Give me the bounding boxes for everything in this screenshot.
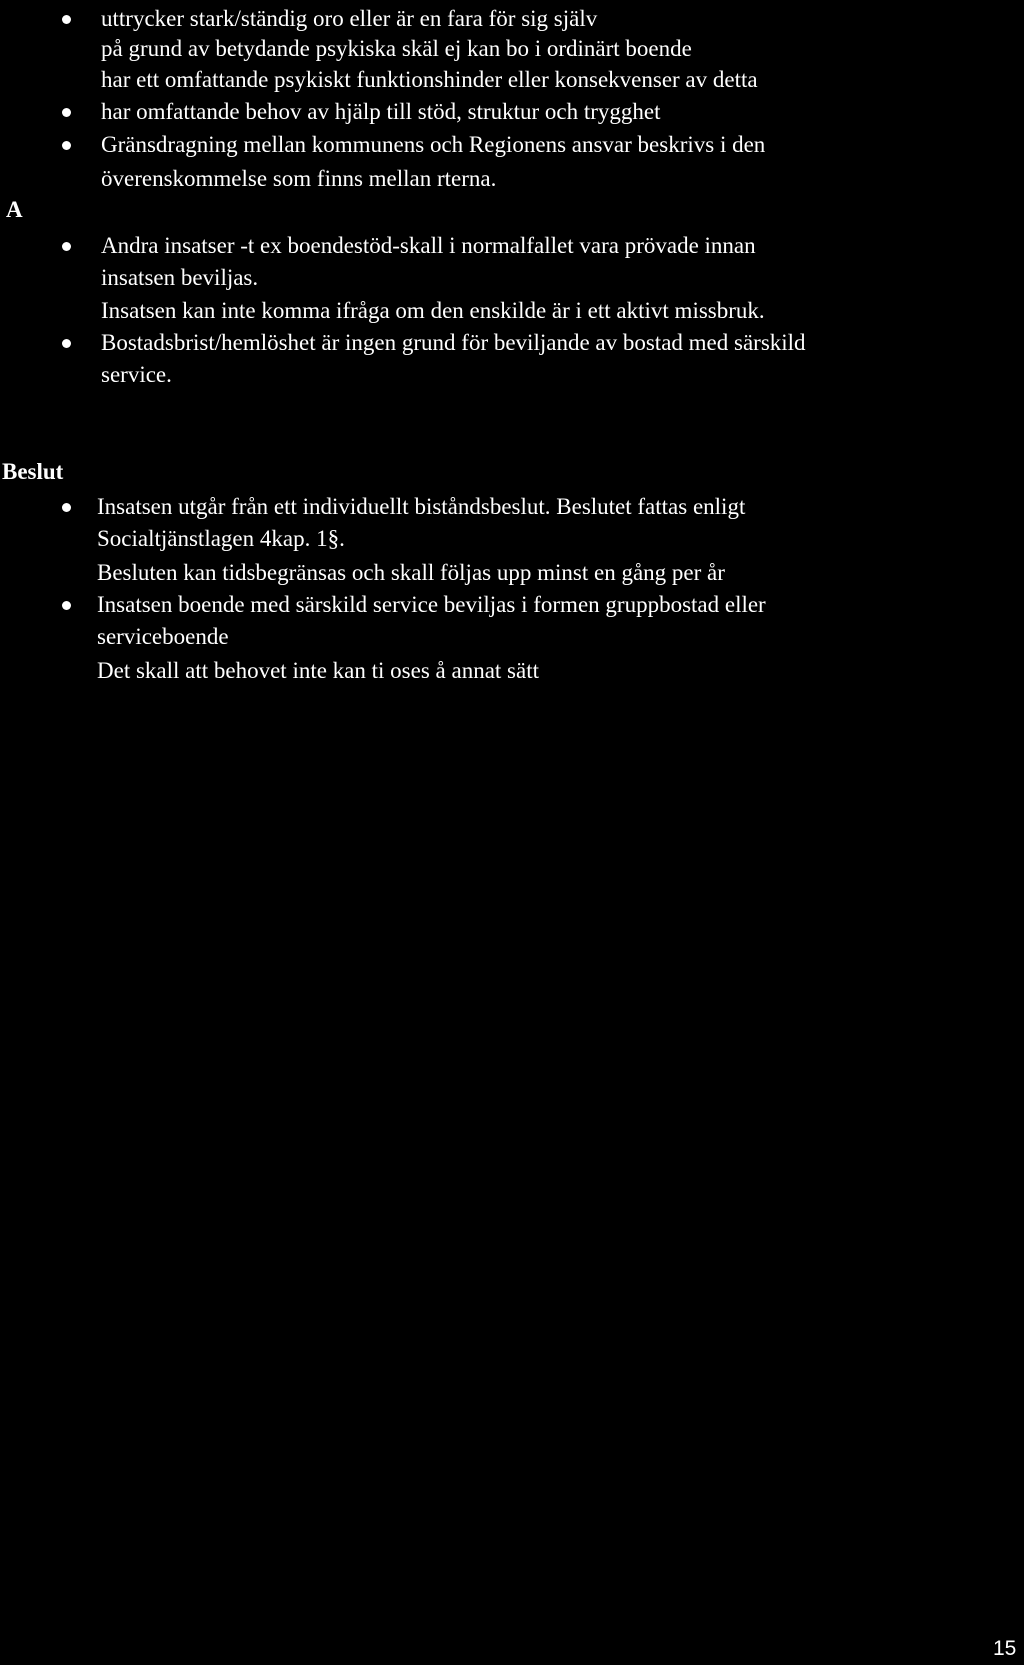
- bullet: [62, 339, 71, 348]
- list-item: Insatsen boende med särskild service beviljas i formen gruppbostad eller: [97, 592, 766, 617]
- bullet: [62, 242, 71, 251]
- list-item-continuation: insatsen beviljas.: [101, 265, 259, 290]
- list-item: Insatsen utgår från ett individuellt biståndsbeslut. Beslutet fattas enligt: [97, 494, 746, 519]
- list-item-continuation: har ett omfattande psykiskt funktionshinder eller konsekvenser av detta: [101, 67, 758, 92]
- list-item-continuation: Socialtjänstlagen 4kap. 1§.: [97, 526, 345, 551]
- list-item-continuation: överenskommelse som finns mellan rterna.: [101, 166, 497, 191]
- page-number: 15: [993, 1637, 1017, 1660]
- bullet: [62, 108, 71, 117]
- section-heading-beslut: Beslut: [2, 459, 64, 484]
- list-item-continuation: Det skall att behovet inte kan ti oses å annat sätt: [97, 658, 539, 683]
- list-item-continuation: service.: [101, 362, 172, 387]
- bullet: [62, 15, 71, 24]
- section-heading-a: A: [6, 197, 23, 222]
- bullet: [62, 601, 71, 610]
- list-item: Bostadsbrist/hemlöshet är ingen grund för beviljande av bostad med särskild: [101, 330, 806, 355]
- bullet: [62, 141, 71, 150]
- bullet: [62, 503, 71, 512]
- list-item: har omfattande behov av hjälp till stöd, struktur och trygghet: [101, 99, 661, 124]
- list-item-continuation: Besluten kan tidsbegränsas och skall följas upp minst en gång per år: [97, 560, 725, 585]
- list-item: uttrycker stark/ständig oro eller är en fara för sig själv: [101, 6, 598, 31]
- list-item: Andra insatser -t ex boendestöd-skall i normalfallet vara prövade innan: [101, 233, 756, 258]
- list-item-continuation: på grund av betydande psykiska skäl ej kan bo i ordinärt boende: [101, 36, 692, 61]
- list-item: Gränsdragning mellan kommunens och Regionens ansvar beskrivs i den: [101, 132, 766, 157]
- list-item-continuation: serviceboende: [97, 624, 229, 649]
- list-item-continuation: Insatsen kan inte komma ifråga om den enskilde är i ett aktivt missbruk.: [101, 298, 765, 323]
